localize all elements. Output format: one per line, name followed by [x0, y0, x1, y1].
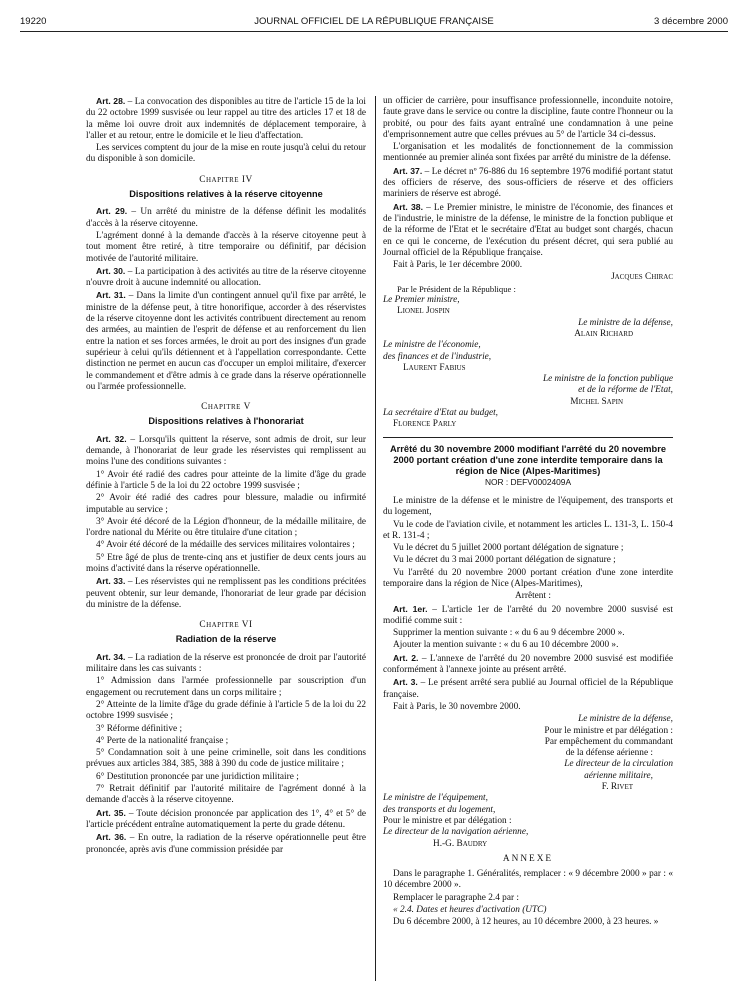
- signatory-title: et de la réforme de l'Etat,: [578, 385, 673, 396]
- signatory-title: La secrétaire d'Etat au budget,: [383, 408, 498, 419]
- annexe-heading: ANNEXE: [502, 853, 554, 864]
- signatory-name: Laurent Fabius: [403, 362, 466, 373]
- signatory-title: Le ministre de la fonction publique: [542, 374, 673, 385]
- list-item: 4° Perte de la nationalité française ;: [96, 735, 229, 746]
- arrete-title: Arrêté du 30 novembre 2000 modifiant l'arrêté du 20 novembre 2000 portant création d'une zone interdite temporaire dans la région de Nice (Alpes-Maritimes): [389, 443, 667, 476]
- list-item: 4° Avoir été décoré de la médaille des services militaires volontaires ;: [96, 540, 355, 551]
- journal-title: JOURNAL OFFICIEL DE LA RÉPUBLIQUE FRANÇAISE: [254, 16, 494, 27]
- signatory-note: de la défense aérienne :: [565, 748, 653, 759]
- page-header: [20, 16, 728, 30]
- arrete-article-1-line: Ajouter la mention suivante : « du 6 au 10 décembre 2000 ».: [393, 640, 619, 651]
- article-32: Art. 32. – Lorsqu'ils quittent la réserve, sont admis de droit, sur leur demande, à l'honorariat de leur grade les réservistes qui remplissent au moins l'une des conditions suivantes :: [86, 433, 367, 468]
- signatory-title: Le directeur de la navigation aérienne,: [383, 827, 529, 838]
- signature-date: Fait à Paris, le 1er décembre 2000.: [393, 260, 523, 271]
- signatory-note: Pour le ministre et par délégation :: [383, 815, 512, 826]
- signatory-name: H.-G. Baudry: [433, 838, 488, 849]
- section-separator: [383, 437, 673, 438]
- header-rule: [20, 31, 728, 32]
- annexe-paragraph: « 2.4. Dates et heures d'activation (UTC): [393, 905, 547, 915]
- chapter-6-title: Radiation de la réserve: [175, 634, 277, 645]
- signatory-note: Par le Président de la République :: [397, 283, 516, 294]
- signature-date: Fait à Paris, le 30 novembre 2000.: [393, 701, 521, 712]
- signatory-title: Le directeur de la circulation: [564, 759, 673, 770]
- signatory-name: Alain Richard: [574, 328, 633, 339]
- signatory-title: des transports et du logement,: [383, 804, 496, 815]
- left-column: [86, 96, 366, 857]
- signatory-title: Le ministre de l'économie,: [383, 340, 481, 351]
- list-item: 2° Avoir été radié des cadres pour blessure, maladie ou infirmité imputable au service ;: [86, 493, 366, 515]
- arrete-article-1-line: Supprimer la mention suivante : « du 6 au 9 décembre 2000 ».: [393, 628, 625, 639]
- list-item: 6° Destitution prononcée par une juridiction militaire ;: [96, 771, 299, 782]
- signatory-title: Le ministre de la défense,: [578, 714, 673, 725]
- chapter-4-heading: Chapitre IV: [199, 174, 253, 185]
- article-28-paragraph: Les services comptent du jour de la mise en route jusqu'à celui du retour du disponible à son domicile.: [86, 143, 366, 165]
- signatory-name: Florence Parly: [393, 419, 457, 430]
- list-item: 5° Etre âgé de plus de trente-cinq ans et justifier de deux cents jours au moins d'activité dans la réserve opérationnelle.: [86, 552, 366, 574]
- article-31: Art. 31. – Dans la limite d'un contingent annuel qu'il fixe par arrêté, le ministre de la défense peut, à titre honorifique, accorder à des réservistes de la réserve citoyenne dont les activités contribuent directement au renom des armées, au maintien de l'esprit de défense et au renforcement du lien entre la nation et ses forces armées, le droit au port des insignes d'un grade supérieur à celui qu'ils détiennent et à l'appellation correspondante. Cette distinction ne permet en aucun cas d'occuper un emploi militaire, d'exercer le commandement et d'être admis à ce grade dans la réserve opérationnelle ou l'armée professionnelle.: [86, 290, 366, 392]
- list-item: 1° Admission dans l'armée professionnelle par souscription d'un engagement ou recrutement dans un corps militaire ;: [86, 676, 366, 698]
- signatory-title: Le Premier ministre,: [383, 295, 460, 306]
- column-divider: [375, 96, 376, 981]
- arretent: Arrêtent :: [515, 591, 551, 602]
- signatory-title: Le ministre de la défense,: [578, 317, 673, 328]
- list-item: 3° Réforme définitive ;: [96, 723, 183, 734]
- signatory-title: Le ministre de l'équipement,: [383, 793, 488, 804]
- signatory-name: F. Rivet: [601, 782, 633, 793]
- signatory-title: aérienne militaire,: [584, 770, 653, 781]
- arrete-article-2: Art. 2. – L'annexe de l'arrêté du 20 novembre 2000 susvisé est modifiée conformément à l'annexe jointe au présent arrêté.: [383, 652, 673, 676]
- chapter-5-title: Dispositions relatives à l'honorariat: [148, 416, 304, 427]
- page-number: 19220: [20, 16, 47, 27]
- article-38: Art. 38. – Le Premier ministre, le ministre de l'économie, des finances et de l'industrie, le ministre de la défense, le ministre de la fonction publique et de la réforme de l'Etat et le secrétaire d'Etat au budget sont chargés, chacun en ce qui le concerne, de l'exécution du présent décret, qui sera publié au Journal officiel de la République française.: [383, 201, 673, 258]
- nor-reference: NOR : DEFV0002409A: [484, 476, 572, 487]
- article-29-paragraph: L'agrément donné à la demande d'accès à la réserve citoyenne peut à tout moment être retiré, à titre temporaire ou définitif, par décision motivée de l'autorité militaire.: [86, 230, 366, 264]
- chapter-5-heading: Chapitre V: [201, 402, 251, 413]
- issue-date: 3 décembre 2000: [654, 16, 728, 27]
- article-36: Art. 36. – En outre, la radiation de la réserve opérationnelle peut être prononcée, après avis d'une commission présidée par: [86, 832, 366, 855]
- visa-item: Vu le code de l'aviation civile, et notamment les articles L. 131-3, L. 150-4 et R. 131-4 ;: [383, 519, 673, 541]
- article-35: Art. 35. – Toute décision prononcée par application des 1°, 4° et 5° de l'article précédent entraîne automatiquement la perte du grade détenu.: [86, 807, 366, 830]
- signatory-title: des finances et de l'industrie,: [383, 351, 492, 362]
- article-34: Art. 34. – La radiation de la réserve est prononcée de droit par l'autorité militaire dans les cas suivants :: [86, 651, 366, 675]
- arrete-preamble: Le ministre de la défense et le ministre de l'équipement, des transports et du logement,: [383, 495, 673, 518]
- article-33: Art. 33. – Les réservistes qui ne remplissent pas les conditions précitées peuvent obtenir, sur leur demande, l'honorariat de leur grade par décision du ministre de la défense.: [86, 576, 366, 610]
- visa-item: Vu l'arrêté du 20 novembre 2000 portant création d'une zone interdite temporaire dans la région de Nice (Alpes-Maritimes),: [383, 567, 673, 589]
- list-item: 3° Avoir été décoré de la Légion d'honneur, de la médaille militaire, de l'ordre national du Mérite ou être titulaire d'une citation ;: [86, 516, 366, 539]
- visa-item: Vu le décret du 5 juillet 2000 portant délégation de signature ;: [393, 543, 624, 554]
- annexe-paragraph: Remplacer le paragraphe 2.4 par :: [393, 892, 519, 903]
- arrete-article-1: Art. 1er. – L'article 1er de l'arrêté du 20 novembre 2000 susvisé est modifié comme suit :: [383, 603, 673, 626]
- article-36-paragraph: L'organisation et les modalités de fonctionnement de la commission mentionnée au premier alinéa sont fixées par arrêté du ministre de la défense.: [383, 142, 673, 164]
- signatory-president: Jacques Chirac: [611, 272, 673, 283]
- article-29: Art. 29. – Un arrêté du ministre de la défense définit les modalités d'accès à la réserve citoyenne.: [86, 206, 366, 229]
- article-28: Art. 28. – La convocation des disponibles au titre de l'article 15 de la loi du 22 octobre 1999 susvisée ou leur rappel au titre des articles 17 et 18 de la même loi ouvre droit aux indemnités de déplacement temporaire, à l'aller et au retour, entre le domicile et le lieu d'affectation.: [86, 96, 367, 141]
- list-item: 2° Atteinte de la limite d'âge du grade définie à l'article 5 de la loi du 22 octobre 1999 susvisée ;: [86, 699, 366, 722]
- article-36-continuation: un officier de carrière, pour insuffisance professionnelle, inconduite notoire, faute grave dans le service ou contre la discipline, faute contre l'honneur ou la probité, ou pour des faits ayant entraîné une condamnation à une peine d'emprisonnement autre que celles prévues au 5° de l'article 34 ci-dessus.: [383, 96, 673, 140]
- visa-item: Vu le décret du 3 mai 2000 portant délégation de signature ;: [393, 555, 616, 566]
- signatory-name: Michel Sapin: [570, 396, 623, 407]
- annexe-paragraph: Du 6 décembre 2000, à 12 heures, au 10 décembre 2000, à 23 heures. »: [393, 917, 659, 928]
- signatory-note: Pour le ministre et par délégation :: [544, 725, 673, 736]
- arrete-article-3: Art. 3. – Le présent arrêté sera publié au Journal officiel de la République française.: [383, 677, 673, 700]
- article-30: Art. 30. – La participation à des activités au titre de la réserve citoyenne n'ouvre droit à aucune indemnité ou allocation.: [86, 265, 366, 289]
- chapter-6-heading: Chapitre VI: [199, 620, 253, 631]
- signatory-name: Lionel Jospin: [397, 306, 450, 317]
- list-item: 5° Condamnation soit à une peine criminelle, soit dans les conditions prévues aux articles 384, 385, 388 à 390 du code de justice militaire ;: [86, 748, 366, 770]
- chapter-4-title: Dispositions relatives à la réserve citoyenne: [129, 189, 323, 200]
- list-item: 1° Avoir été radié des cadres pour atteinte de la limite d'âge du grade définie à l'article 5 de la loi du 22 octobre 1999 susvisée ;: [86, 469, 366, 491]
- annexe-paragraph: Dans le paragraphe 1. Généralités, remplacer : « 9 décembre 2000 » par : « 10 décembre 2000 ».: [383, 869, 673, 891]
- article-37: Art. 37. – Le décret nº 76-886 du 16 septembre 1976 modifié portant statut des officiers de réserve, des sous-officiers de réserve et des officiers mariniers de réserve est abrogé.: [383, 165, 673, 200]
- list-item: 7° Retrait définitif par l'autorité militaire de l'agrément donné à la demande d'accès à la réserve citoyenne.: [86, 784, 366, 806]
- right-column: [383, 96, 673, 930]
- signatory-note: Par empêchement du commandant: [544, 736, 673, 747]
